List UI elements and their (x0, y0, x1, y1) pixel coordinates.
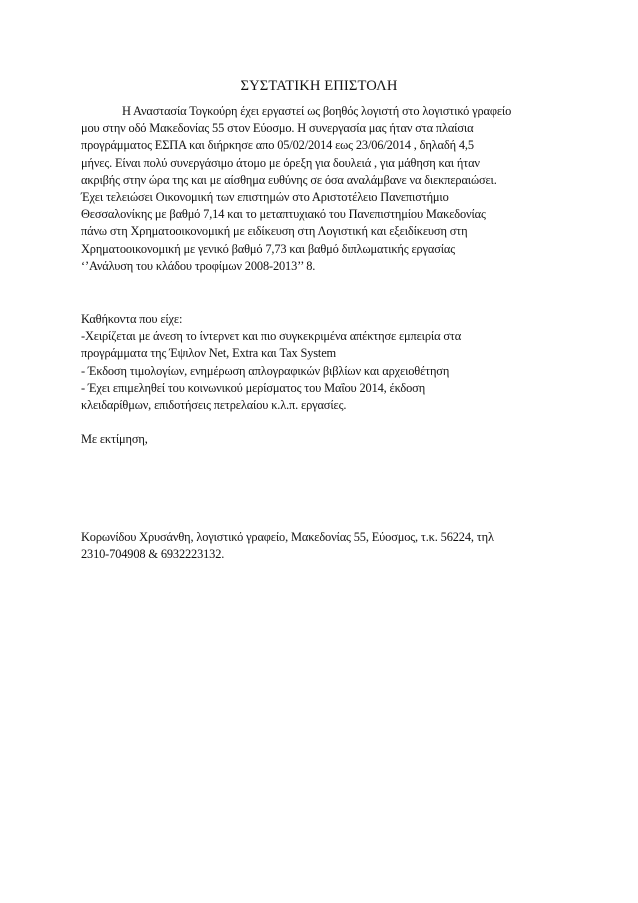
intro-line: προγράμματος ΕΣΠΑ και διήρκησε απο 05/02/2014 εως 23/06/2014 , δηλαδή 4,5 (81, 138, 474, 153)
duty-line: - Έκδοση τιμολογίων, ενημέρωση απλογραφικών βιβλίων και αρχειοθέτηση (81, 363, 450, 378)
duty-line: προγράμματα της Έψιλον Net, Extra και Tax System (81, 346, 337, 361)
intro-line: μήνες. Είναι πολύ συνεργάσιμο άτομο με όρεξη για δουλειά , για μάθηση και ήταν (81, 155, 480, 170)
intro-line: ακριβής στην ώρα της και με αίσθημα ευθύνης σε όσα αναλάμβανε να διεκπεραιώσει. (81, 172, 497, 187)
intro-line: Έχει τελειώσει Οικονομική των επιστημών στο Αριστοτέλειο Πανεπιστήμιο (81, 189, 449, 204)
closing-section (81, 431, 561, 448)
duties-heading: Καθήκοντα που είχε: (81, 312, 183, 326)
intro-line: πάνω στη Χρηματοοικονομική με ειδίκευση στη Λογιστική και εξειδίκευση στη (81, 224, 468, 239)
intro-paragraph (81, 103, 561, 275)
intro-line: Θεσσαλονίκης με βαθμό 7,14 και το μεταπτυχιακό του Πανεπιστημίου Μακεδονίας (81, 207, 486, 222)
intro-line: Η Αναστασία Τογκούρη έχει εργαστεί ως βοηθός λογιστή στο λογιστικό γραφείο (122, 104, 512, 118)
intro-line: μου στην οδό Μακεδονίας 55 στον Εύοσμο. Η συνεργασία μας ήταν στα πλαίσια (81, 121, 474, 136)
duty-line: κλειδαρίθμων, επιδοτήσεις πετρελαίου κ.λ.π. εργασίες. (81, 397, 347, 412)
closing-salutation: Με εκτίμηση, (81, 432, 148, 446)
intro-line: ‘’Ανάλυση του κλάδου τροφίμων 2008-2013’’ 8. (81, 258, 316, 273)
duty-line: -Χειρίζεται με άνεση το ίντερνετ και πιο συγκεκριμένα απέκτησε εμπειρία στα (81, 329, 462, 344)
intro-line: Χρηματοοικονομική με γενικό βαθμό 7,73 και βαθμό διπλωματικής εργασίας (81, 241, 456, 256)
duties-section (81, 311, 561, 414)
letter-title: ΣΥΣΤΑΤΙΚΗ ΕΠΙΣΤΟΛΗ (240, 78, 398, 94)
signature-line: 2310-704908 & 6932223132. (81, 547, 225, 562)
signature-line: Κορωνίδου Χρυσάνθη, λογιστικό γραφείο, Μακεδονίας 55, Εύοσμος, τ.κ. 56224, τηλ (81, 530, 494, 544)
duty-line: - Έχει επιμεληθεί του κοινωνικού μερίσματος του Μαΐου 2014, έκδοση (81, 380, 426, 395)
signature-block (81, 529, 561, 563)
